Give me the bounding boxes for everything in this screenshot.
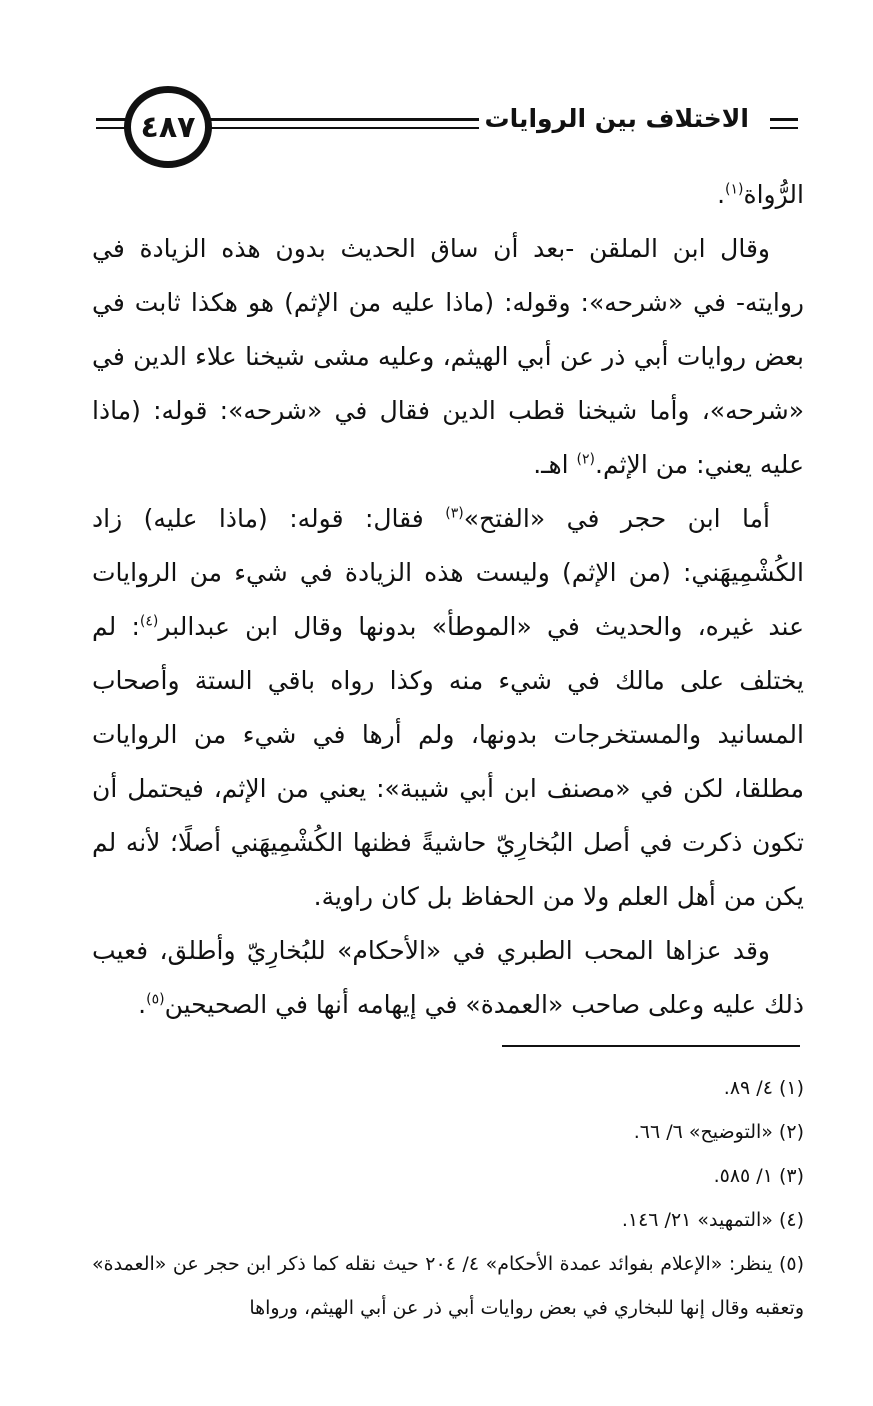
paragraph-4-end: .	[138, 990, 147, 1019]
footnote-ref-5: (٥)	[146, 991, 165, 1008]
footnote-1: (١) ٤/ ٨٩.	[723, 1077, 804, 1099]
paragraph-4	[92, 924, 804, 1032]
footnote-separator	[502, 1045, 800, 1047]
footnote-2: (٢) «التوضيح» ٦/ ٦٦.	[633, 1121, 804, 1143]
paragraph-3-text-b: فقال: قوله: (ماذا عليه) زاد الكُشْمِيهَني: (من الإثم) وليست هذه الزيادة في شيء من الروايات عند غيره، والحديث في «الموطأ» بدونها وقال ابن عبدالبر	[92, 504, 804, 641]
header-rule-right-lower	[770, 127, 798, 129]
footnote-ref-4: (٤)	[139, 613, 159, 630]
paragraph-1-text: الرُّواة	[743, 180, 804, 209]
paragraph-3-text-c: : لم يختلف على مالك في شيء منه وكذا رواه باقي الستة وأصحاب المسانيد والمستخرجات بدونها، ولم أرها في شيء من الروايات مطلقا، لكن في «مصنف ابن أبي شيبة»: يعني من الإثم، فيحتمل أن تكون ذكرت في أصل البُخارِيّ حاشيةً فظنها الكُشْمِيهَني أصلًا؛ لأنه لم يكن من أهل العلم ولا من الحفاظ بل كان راوية.	[92, 612, 804, 911]
running-title: الاختلاف بين الروايات	[479, 104, 755, 133]
paragraph-1	[92, 168, 804, 222]
main-text	[92, 168, 804, 1032]
page-header	[0, 80, 873, 170]
paragraph-3	[92, 492, 804, 924]
paragraph-2-end: اهـ.	[533, 450, 577, 479]
paragraph-4-text: وقد عزاها المحب الطبري في «الأحكام» للبُخارِيّ وأطلق، فعيب ذلك عليه وعلى صاحب «العمدة» في إيهامه أنها في الصحيحين	[92, 936, 804, 1019]
paragraph-2-text: وقال ابن الملقن -بعد أن ساق الحديث بدون هذه الزيادة في روايته- في «شرحه»: وقوله: (ماذا عليه من الإثم) هو هكذا ثابت في بعض روايات أبي ذر عن أبي الهيثم، وعليه مشى شيخنا علاء الدين في «شرحه»، وأما شيخنا قطب الدين فقال في «شرحه»: قوله: (ماذا عليه يعني: من الإثم.	[92, 234, 804, 479]
paragraph-1-end: .	[717, 180, 726, 209]
header-rule-right	[770, 118, 798, 121]
footnotes	[92, 1066, 804, 1330]
page-number-badge	[124, 86, 212, 168]
footnote-4: (٤) «التمهيد» ٢١/ ١٤٦.	[621, 1209, 804, 1231]
footnote-3: (٣) ١/ ٥٨٥.	[713, 1165, 804, 1187]
page-number: ٤٨٧	[140, 109, 196, 145]
footnote-ref-3: (٣)	[445, 505, 464, 522]
footnote-5: (٥) ينظر: «الإعلام بفوائد عمدة الأحكام» ٤/ ٢٠٤ حيث نقله كما ذكر ابن حجر عن «العمدة» وتعقبه وقال إنها للبخاري في بعض روايات أبي ذر عن أبي الهيثم، ورواها	[92, 1253, 804, 1319]
footnote-ref-2: (٢)	[576, 451, 596, 468]
paragraph-2	[92, 222, 804, 492]
footnote-ref-1: (١)	[725, 181, 744, 198]
paragraph-3-text-a: أما ابن حجر في «الفتح»	[463, 504, 770, 533]
